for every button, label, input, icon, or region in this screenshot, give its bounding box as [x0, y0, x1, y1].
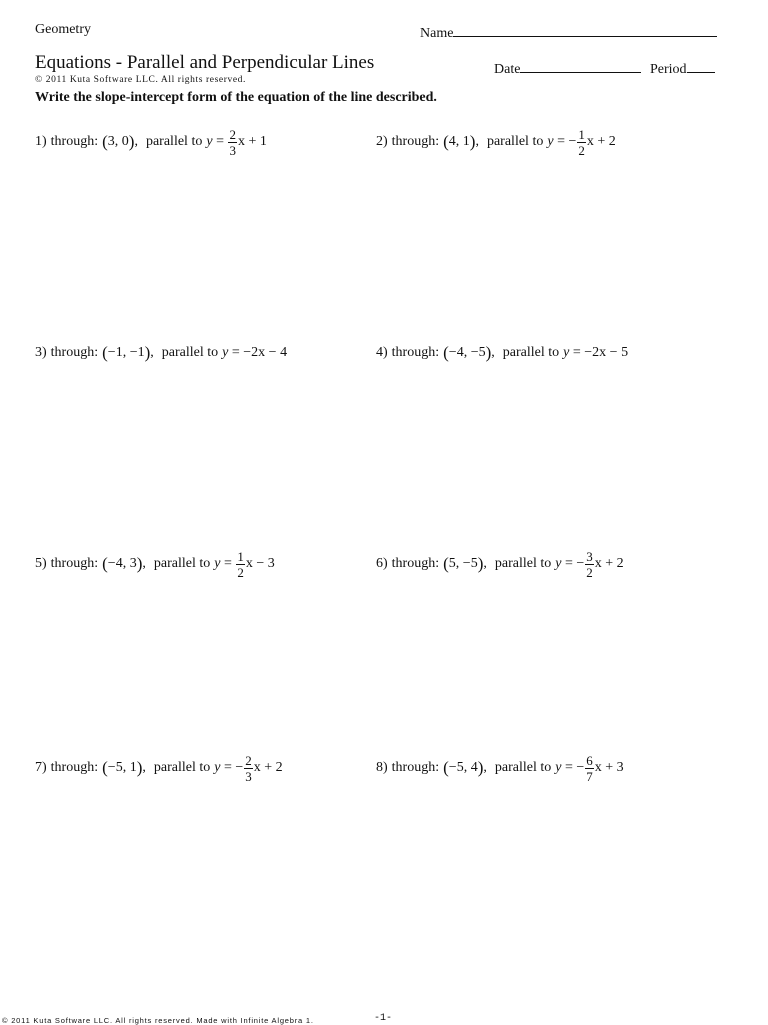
problem-7: 7) through: ( −5, 1 ) , parallel to y = − $\frac{2}{3}$ x + 2: [35, 752, 283, 784]
problem-3: 3) through: ( −1, −1 ) , parallel to y = −2 x − 4: [35, 343, 288, 362]
fraction-denominator: 2: [237, 564, 244, 580]
through-label: through:: [391, 556, 440, 571]
slope-sign: −: [576, 556, 585, 571]
problem-6: 6) through: ( 5, −5 ) , parallel to y = − $\frac{3}{2}$ x + 2: [376, 548, 624, 580]
equation: y = − $\frac{2}{3}$ x + 2: [214, 752, 283, 784]
relation-label: parallel to: [494, 760, 552, 775]
slope-fraction: [228, 128, 237, 157]
fraction-denominator: 2: [586, 564, 593, 580]
slope-fraction: [577, 128, 586, 157]
fraction-numerator: 1: [237, 548, 244, 564]
slope-fraction: [585, 754, 594, 783]
equation: y = −2 x − 5: [563, 345, 629, 360]
problem-number: 8): [376, 760, 388, 775]
period-label: Period: [650, 62, 687, 77]
equation-rest: x − 5: [599, 345, 629, 360]
equation: y = $\frac{1}{2}$ x − 3: [214, 548, 275, 580]
slope-sign: −: [568, 134, 577, 149]
point: 5, −5: [448, 556, 478, 571]
slope-sign: −: [576, 760, 585, 775]
worksheet-title: Equations - Parallel and Perpendicular Lines: [35, 52, 375, 73]
problem-1: 1) through: ( 3, 0 ) , parallel to y = $\frac{2}{3}$ x + 1: [35, 126, 267, 158]
through-label: through:: [50, 134, 99, 149]
equation-rest: x + 1: [237, 134, 267, 149]
equation-rest: x − 3: [245, 556, 275, 571]
fraction-numerator: 3: [586, 548, 593, 564]
problem-number: 3): [35, 345, 47, 360]
date-blank[interactable]: [520, 58, 641, 73]
problem-number: 2): [376, 134, 388, 149]
point: 3, 0: [107, 134, 129, 149]
equation-rest: x + 3: [594, 760, 624, 775]
problem-8: 8) through: ( −5, 4 ) , parallel to y = − $\frac{6}{7}$ x + 3: [376, 752, 624, 784]
date-label: Date: [494, 62, 521, 77]
relation-label: parallel to: [494, 556, 552, 571]
problem-number: 4): [376, 345, 388, 360]
relation-label: parallel to: [145, 134, 203, 149]
copyright-notice: © 2011 Kuta Software LLC. All rights reserved.: [35, 75, 246, 85]
name-field-row: [420, 22, 717, 42]
relation-label: parallel to: [153, 760, 211, 775]
fraction-denominator: 3: [229, 142, 236, 158]
equation: y = − $\frac{6}{7}$ x + 3: [555, 752, 624, 784]
point: −5, 4: [448, 760, 478, 775]
problem-4: 4) through: ( −4, −5 ) , parallel to y = −2 x − 5: [376, 343, 629, 362]
point: −1, −1: [107, 345, 145, 360]
equation: y = $\frac{2}{3}$ x + 1: [206, 126, 267, 158]
relation-label: parallel to: [161, 345, 219, 360]
point: −4, −5: [448, 345, 486, 360]
fraction-numerator: 2: [245, 752, 252, 768]
equation: y = −2 x − 4: [222, 345, 288, 360]
footer-copyright: © 2011 Kuta Software LLC. All rights reserved. Made with Infinite Algebra 1.: [2, 1016, 314, 1025]
equation: y = − $\frac{1}{2}$ x + 2: [547, 126, 616, 158]
fraction-numerator: 6: [586, 752, 593, 768]
through-label: through:: [391, 345, 440, 360]
slope-value: −2: [584, 345, 600, 360]
period-blank[interactable]: [687, 58, 715, 73]
point: 4, 1: [448, 134, 470, 149]
through-label: through:: [50, 556, 99, 571]
problem-number: 5): [35, 556, 47, 571]
point: −5, 1: [107, 760, 137, 775]
equation: y = − $\frac{3}{2}$ x + 2: [555, 548, 624, 580]
name-label: Name: [420, 26, 454, 41]
problem-number: 1): [35, 134, 47, 149]
relation-label: parallel to: [486, 134, 544, 149]
point: −4, 3: [107, 556, 137, 571]
slope-fraction: [236, 550, 245, 579]
problem-number: 7): [35, 760, 47, 775]
subject-label: Geometry: [35, 22, 91, 37]
fraction-denominator: 7: [586, 768, 593, 784]
name-blank[interactable]: [453, 22, 717, 37]
page-number: -1-: [374, 1013, 393, 1024]
equation-rest: x + 2: [253, 760, 283, 775]
slope-value: −2: [243, 345, 259, 360]
fraction-numerator: 2: [229, 126, 236, 142]
problem-2: 2) through: ( 4, 1 ) , parallel to y = − $\frac{1}{2}$ x + 2: [376, 126, 616, 158]
problem-5: 5) through: ( −4, 3 ) , parallel to y = $\frac{1}{2}$ x − 3: [35, 548, 275, 580]
equation-rest: x + 2: [594, 556, 624, 571]
problem-number: 6): [376, 556, 388, 571]
slope-fraction: [585, 550, 594, 579]
equation-rest: x + 2: [586, 134, 616, 149]
date-field-row: [494, 58, 641, 78]
fraction-numerator: 1: [578, 126, 585, 142]
through-label: through:: [391, 760, 440, 775]
slope-fraction: [244, 754, 253, 783]
through-label: through:: [391, 134, 440, 149]
slope-sign: −: [235, 760, 244, 775]
fraction-denominator: 2: [578, 142, 585, 158]
through-label: through:: [50, 760, 99, 775]
through-label: through:: [50, 345, 99, 360]
period-field-row: [650, 58, 715, 78]
instructions: Write the slope-intercept form of the equation of the line described.: [35, 90, 437, 105]
relation-label: parallel to: [502, 345, 560, 360]
equation-rest: x − 4: [258, 345, 288, 360]
relation-label: parallel to: [153, 556, 211, 571]
fraction-denominator: 3: [245, 768, 252, 784]
